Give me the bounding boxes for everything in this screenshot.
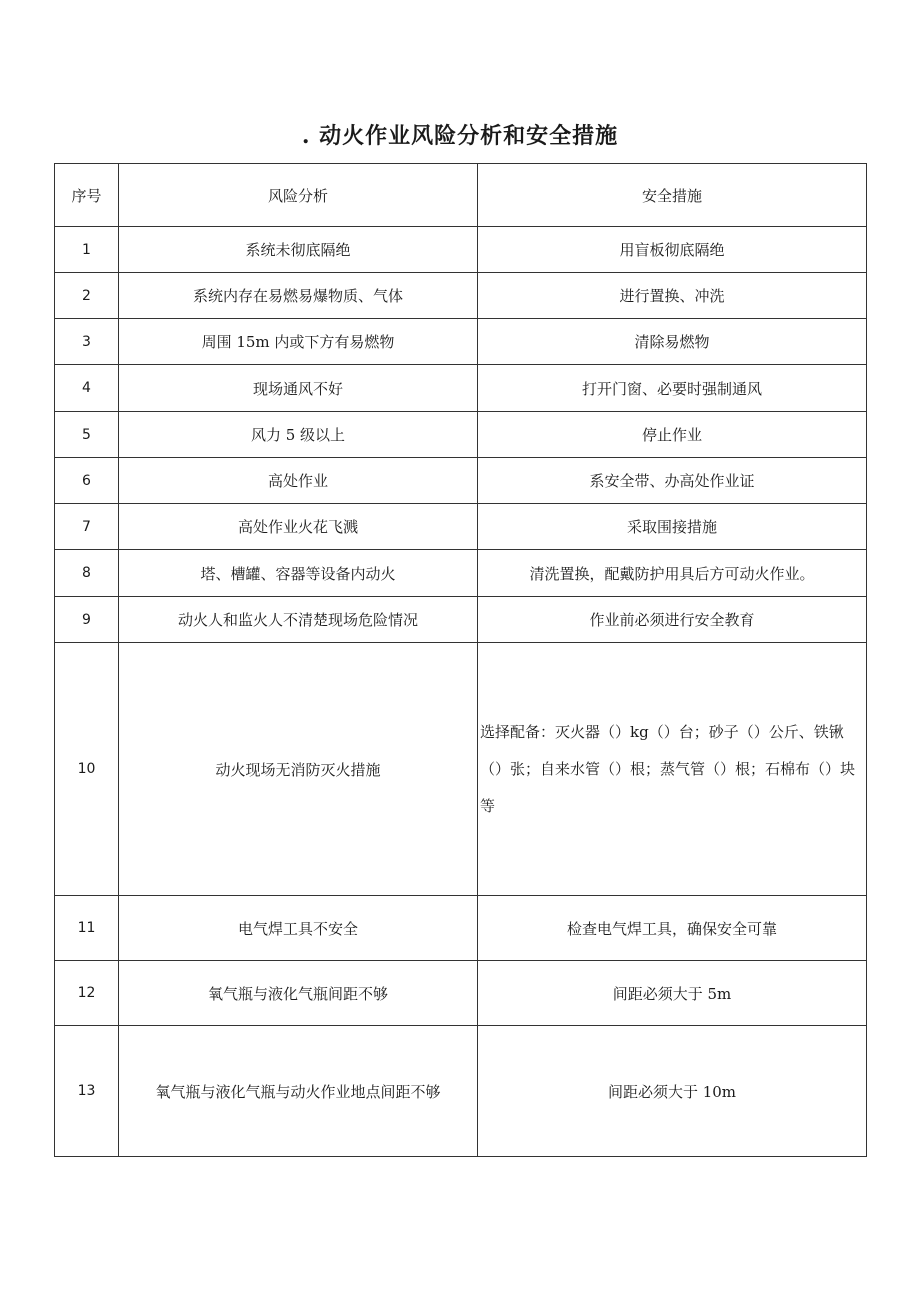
table-row [55,412,867,458]
row-risk: 周围 15m 内或下方有易燃物 [119,319,478,365]
row-number: 9 [55,597,119,643]
row-number: 7 [55,504,119,550]
table-row [55,319,867,365]
row-number: 12 [55,961,119,1026]
row-risk: 风力 5 级以上 [119,412,478,458]
row-risk: 现场通风不好 [119,365,478,412]
row-risk: 动火人和监火人不清楚现场危险情况 [119,597,478,643]
row-measure: 选择配备：灭火器（）kg（）台；砂子（）公斤、铁锹（）张；自来水管（）根；蒸气管（）根；石棉布（）块等 [478,643,867,896]
row-number: 4 [55,365,119,412]
row-number: 13 [55,1026,119,1157]
row-measure: 作业前必须进行安全教育 [478,597,867,643]
header-number: 序号 [55,164,119,227]
row-measure: 系安全带、办高处作业证 [478,458,867,504]
row-risk: 电气焊工具不安全 [119,896,478,961]
table-row [55,227,867,273]
row-measure: 清洗置换，配戴防护用具后方可动火作业。 [478,550,867,597]
row-risk: 高处作业火花飞溅 [119,504,478,550]
table-header-row [55,164,867,227]
row-measure: 间距必须大于 10m [478,1026,867,1157]
page-title: . 动火作业风险分析和安全措施 [301,123,619,149]
row-measure: 用盲板彻底隔绝 [478,227,867,273]
table-row [55,961,867,1026]
row-number: 11 [55,896,119,961]
table-row [55,1026,867,1157]
row-number: 1 [55,227,119,273]
row-risk: 氧气瓶与液化气瓶间距不够 [119,961,478,1026]
row-measure: 采取围接措施 [478,504,867,550]
header-measure: 安全措施 [478,164,867,227]
row-number: 3 [55,319,119,365]
row-measure: 检查电气焊工具，确保安全可靠 [478,896,867,961]
row-number: 8 [55,550,119,597]
table-row [55,550,867,597]
row-number: 10 [55,643,119,896]
header-risk: 风险分析 [119,164,478,227]
row-measure: 清除易燃物 [478,319,867,365]
table-row [55,273,867,319]
table-row [55,896,867,961]
row-number: 2 [55,273,119,319]
row-risk: 氧气瓶与液化气瓶与动火作业地点间距不够 [119,1026,478,1157]
row-risk: 动火现场无消防灭火措施 [119,643,478,896]
row-measure: 进行置换、冲洗 [478,273,867,319]
table-row [55,643,867,896]
table-row [55,458,867,504]
table-row [55,365,867,412]
row-number: 5 [55,412,119,458]
row-risk: 高处作业 [119,458,478,504]
table-row [55,597,867,643]
row-risk: 系统内存在易燃易爆物质、气体 [119,273,478,319]
row-measure: 打开门窗、必要时强制通风 [478,365,867,412]
table-row [55,504,867,550]
row-measure: 间距必须大于 5m [478,961,867,1026]
row-measure: 停止作业 [478,412,867,458]
row-number: 6 [55,458,119,504]
risk-measures-table [54,163,867,1157]
row-risk: 塔、槽罐、容器等设备内动火 [119,550,478,597]
row-risk: 系统未彻底隔绝 [119,227,478,273]
